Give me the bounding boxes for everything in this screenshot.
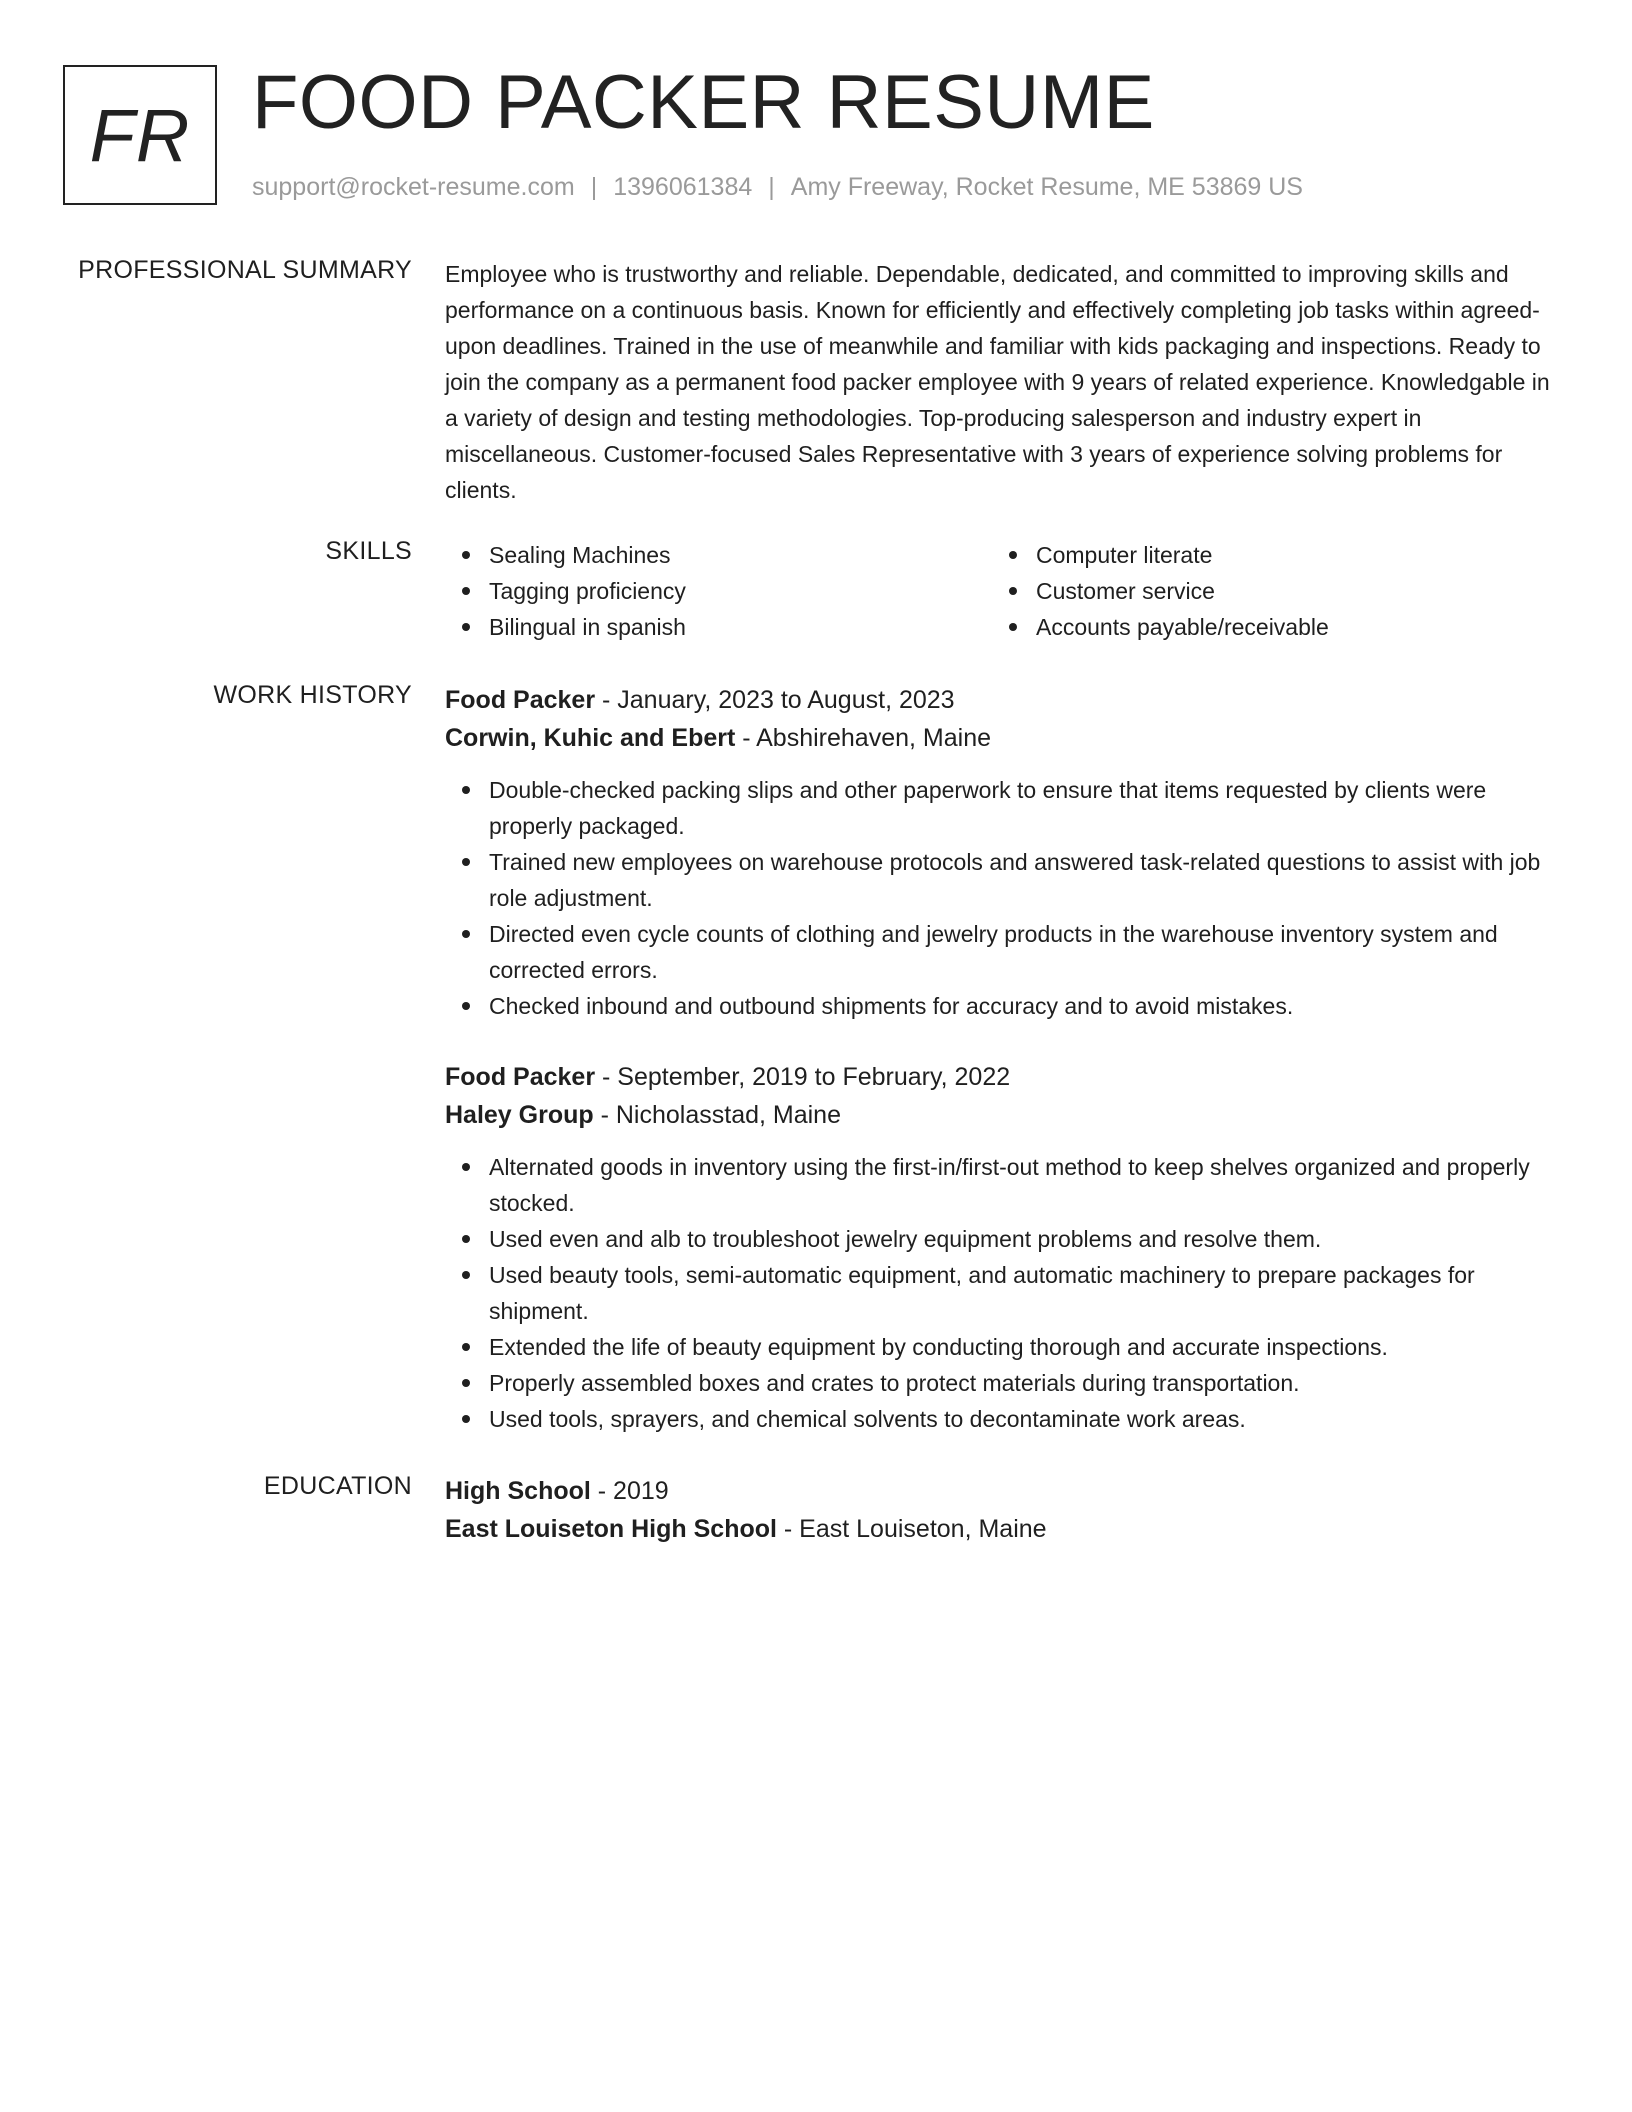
skills-label: SKILLS xyxy=(325,537,412,565)
summary-body xyxy=(445,256,1560,508)
education-location: - East Louiseton, Maine xyxy=(776,1515,1047,1543)
skill-item: Accounts payable/receivable xyxy=(992,609,1539,645)
job-location: - Nicholasstad, Maine xyxy=(593,1101,841,1129)
resume-header xyxy=(63,60,1563,215)
job-title-line xyxy=(445,1058,1560,1096)
job-duty: Properly assembled boxes and crates to protect materials during transportation. xyxy=(445,1365,1560,1401)
contact-phone[interactable]: 1396061384 xyxy=(613,173,753,201)
summary-label: PROFESSIONAL SUMMARY xyxy=(78,256,412,284)
job-duty: Used even and alb to troubleshoot jewelry equipment problems and resolve them. xyxy=(445,1221,1560,1257)
job-duty: Checked inbound and outbound shipments for accuracy and to avoid mistakes. xyxy=(445,988,1560,1024)
job-duty: Used beauty tools, semi-automatic equipment, and automatic machinery to prepare packages for shipment. xyxy=(445,1257,1560,1329)
job-duty: Alternated goods in inventory using the first-in/first-out method to keep shelves organized and properly stocked. xyxy=(445,1149,1560,1221)
job-entry xyxy=(445,681,1560,1024)
work-history-label: WORK HISTORY xyxy=(213,681,412,709)
education-degree-line xyxy=(445,1472,1560,1510)
monogram-logo: FR xyxy=(63,65,217,205)
skills-list-left xyxy=(445,537,992,645)
contact-separator: | xyxy=(768,173,775,201)
skill-item: Tagging proficiency xyxy=(445,573,992,609)
skills-grid xyxy=(445,537,1560,645)
job-location: - Abshirehaven, Maine xyxy=(735,724,991,752)
job-duty: Directed even cycle counts of clothing and jewelry products in the warehouse inventory system and corrected errors. xyxy=(445,916,1560,988)
page-title: FOOD PACKER RESUME xyxy=(252,60,1155,145)
job-duty: Double-checked packing slips and other paperwork to ensure that items requested by clients were properly packaged. xyxy=(445,772,1560,844)
skills-body xyxy=(445,537,1560,645)
job-dates: - January, 2023 to August, 2023 xyxy=(595,686,955,714)
contact-email[interactable]: support@rocket-resume.com xyxy=(252,173,575,201)
job-duties-list xyxy=(445,772,1560,1024)
skill-item: Customer service xyxy=(992,573,1539,609)
job-duty: Trained new employees on warehouse protocols and answered task-related questions to assist with job role adjustment. xyxy=(445,844,1560,916)
education-label: EDUCATION xyxy=(263,1472,412,1500)
job-dates: - September, 2019 to February, 2022 xyxy=(595,1063,1011,1091)
education-degree: High School xyxy=(445,1477,591,1505)
education-school: East Louiseton High School xyxy=(445,1515,777,1543)
job-title-line xyxy=(445,681,1560,719)
contact-separator: | xyxy=(590,173,598,201)
contact-address: Amy Freeway, Rocket Resume, ME 53869 US xyxy=(790,173,1303,201)
education-school-line xyxy=(445,1510,1560,1548)
education-year: - 2019 xyxy=(590,1477,669,1505)
summary-text: Employee who is trustworthy and reliable. Dependable, dedicated, and committed to improving skills and performance on a continuous basis. Known for efficiently and effectively completing job tasks within agreed-upon deadlines. Trained in the use of meanwhile and familiar with kids packaging and inspections. Ready to join the company as a permanent food packer employee with 9 years of related experience. Knowledgable in a variety of design and testing methodologies. Top-producing salesperson and industry expert in miscellaneous. Customer-focused Sales Representative with 3 years of experience solving problems for clients. xyxy=(445,261,1550,503)
job-duty: Extended the life of beauty equipment by conducting thorough and accurate inspections. xyxy=(445,1329,1560,1365)
skills-list-right xyxy=(992,537,1539,645)
job-duties-list xyxy=(445,1149,1560,1437)
job-title: Food Packer xyxy=(445,686,596,714)
education-body xyxy=(445,1472,1560,1548)
job-title: Food Packer xyxy=(445,1063,596,1091)
skill-item: Sealing Machines xyxy=(445,537,992,573)
job-company-line xyxy=(445,719,1560,757)
job-company: Corwin, Kuhic and Ebert xyxy=(445,724,736,752)
job-company-line xyxy=(445,1096,1560,1134)
job-company: Haley Group xyxy=(445,1101,594,1129)
job-entry xyxy=(445,1058,1560,1437)
job-duty: Used tools, sprayers, and chemical solvents to decontaminate work areas. xyxy=(445,1401,1560,1437)
skill-item: Computer literate xyxy=(992,537,1539,573)
contact-line xyxy=(252,173,1303,202)
skill-item: Bilingual in spanish xyxy=(445,609,992,645)
